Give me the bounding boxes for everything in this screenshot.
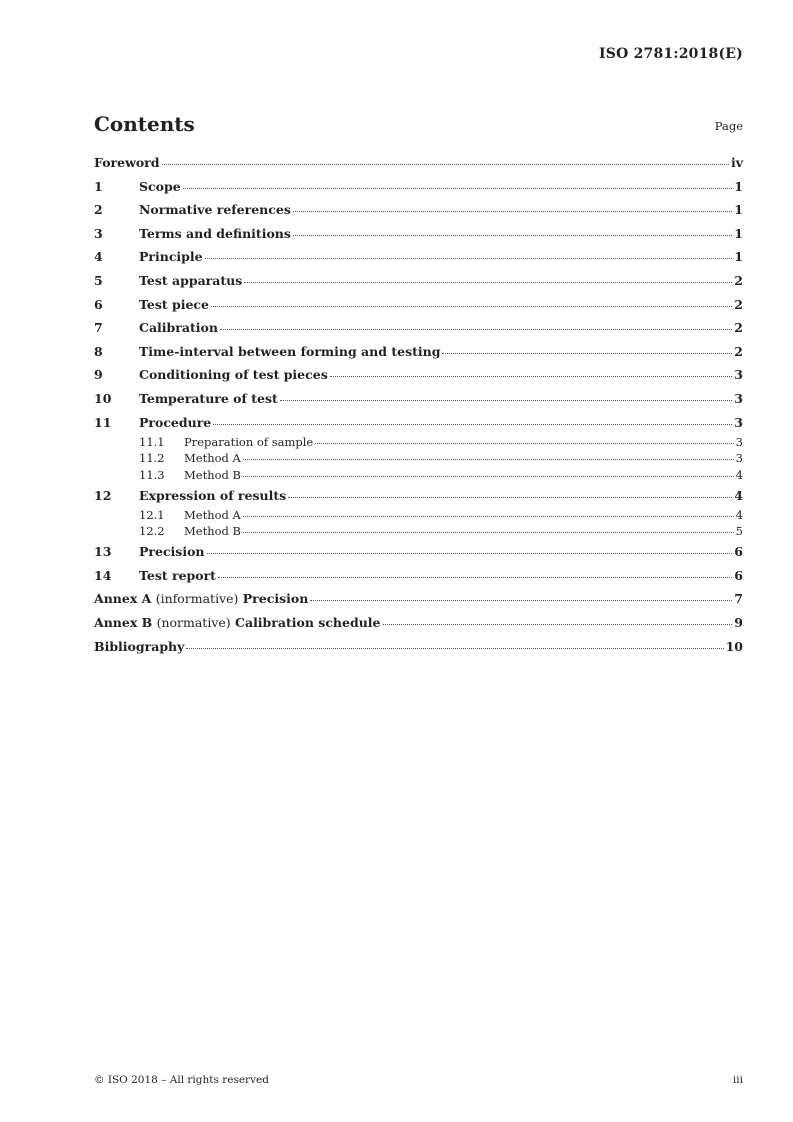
toc-entry-number: 7	[94, 320, 103, 336]
dot-leader	[162, 164, 729, 165]
toc-entry-page: 1	[734, 225, 743, 241]
toc-entry-number: 2	[94, 202, 103, 218]
toc-entry-number: 4	[94, 249, 103, 265]
toc-subentry-number: 12.2	[139, 524, 165, 539]
toc-entry-title: Time-interval between forming and testing	[139, 343, 441, 359]
toc-subentry-page: 4	[735, 467, 743, 482]
dot-leader	[218, 577, 732, 578]
toc-entry-number: 12	[94, 487, 112, 503]
toc-entry-number: 1	[94, 178, 103, 194]
dot-leader	[243, 476, 734, 477]
toc-entry-title: Scope	[139, 178, 181, 194]
toc-entry-title: Test report	[139, 567, 216, 583]
toc-entry-test-piece[interactable]	[94, 297, 743, 317]
toc-entry-title: Procedure	[139, 414, 212, 430]
annex-title: Calibration schedule	[235, 615, 381, 630]
dot-leader	[383, 624, 733, 625]
dot-leader	[288, 497, 732, 498]
toc-entry-title: Expression of results	[139, 487, 287, 503]
annex-title: Precision	[242, 591, 309, 607]
toc-entry-number: 5	[94, 272, 103, 288]
toc-entry-title: Test apparatus	[139, 272, 243, 288]
toc-entry-number: 10	[94, 390, 112, 406]
toc-entry-page: 2	[734, 320, 743, 336]
toc-entry-foreword[interactable]	[94, 155, 743, 175]
toc-entry-terms-and-definitions[interactable]	[94, 226, 743, 246]
toc-subentry-results-method-b[interactable]	[94, 524, 743, 541]
toc-entry-page: 3	[734, 367, 743, 383]
toc-subentry-title: Method B	[184, 524, 242, 539]
toc-subentry-page: 3	[735, 434, 743, 449]
toc-subentry-title: Method A	[184, 507, 241, 522]
dot-leader	[330, 376, 733, 377]
toc-subentry-method-b[interactable]	[94, 468, 743, 485]
toc-entry-annex-a[interactable]	[94, 591, 743, 611]
toc-entry-principle[interactable]	[94, 249, 743, 269]
dot-leader	[186, 648, 723, 649]
toc-subentry-preparation-of-sample[interactable]	[94, 435, 743, 452]
toc-entry-test-report[interactable]	[94, 568, 743, 588]
toc-entry-expression-of-results[interactable]	[94, 488, 743, 508]
toc-entry-number: 11	[94, 414, 112, 430]
dot-leader	[205, 258, 733, 259]
toc-entry-page: 6	[734, 567, 743, 583]
document-id-header: ISO 2781:2018(E)	[599, 46, 743, 62]
toc-entry-temperature[interactable]	[94, 391, 743, 411]
toc-entry-title: Foreword	[94, 155, 160, 170]
dot-leader	[293, 211, 732, 212]
toc-entry-page: 6	[734, 544, 743, 560]
dot-leader	[243, 532, 734, 533]
toc-subentry-title: Method B	[184, 467, 242, 482]
toc-entry-calibration[interactable]	[94, 320, 743, 340]
toc-subentry-page: 4	[735, 507, 743, 522]
toc-subentry-title: Preparation of sample	[184, 434, 314, 449]
toc-entry-title: Terms and definitions	[139, 225, 291, 241]
dot-leader	[207, 553, 733, 554]
toc-entry-page: iv	[730, 155, 743, 170]
annex-label: Annex B	[94, 615, 153, 630]
toc-entry-page: 7	[734, 591, 743, 607]
toc-entry-number: 8	[94, 343, 103, 359]
toc-entry-test-apparatus[interactable]	[94, 273, 743, 293]
toc-entry-scope[interactable]	[94, 179, 743, 199]
toc-entry-title: Calibration	[139, 320, 218, 336]
toc-entry-page: 9	[734, 615, 743, 630]
dot-leader	[183, 188, 733, 189]
toc-entry-page: 2	[734, 272, 743, 288]
toc-entry-procedure[interactable]	[94, 415, 743, 435]
toc-entry-page: 4	[734, 487, 743, 503]
toc-subentry-page: 3	[735, 451, 743, 466]
toc-entry-page: 1	[734, 178, 743, 194]
toc-entry-page: 1	[734, 249, 743, 265]
annex-label: Annex A	[94, 591, 152, 607]
annex-kind: (informative)	[155, 591, 239, 607]
annex-kind: (normative)	[156, 615, 231, 630]
toc-entry-annex-b[interactable]	[94, 615, 743, 635]
toc-entry-number: 13	[94, 544, 112, 560]
toc-entry-number: 3	[94, 225, 103, 241]
toc-annex-title	[94, 615, 381, 631]
dot-leader	[243, 459, 734, 460]
dot-leader	[293, 235, 732, 236]
toc-entry-number: 9	[94, 367, 103, 383]
toc-entry-page: 10	[725, 638, 743, 654]
toc-entry-conditioning[interactable]	[94, 367, 743, 387]
toc-entry-bibliography[interactable]	[94, 639, 743, 659]
contents-heading: Contents	[94, 112, 195, 136]
footer-copyright: © ISO 2018 – All rights reserved	[94, 1074, 269, 1086]
toc-annex-title	[94, 591, 308, 607]
dot-leader	[310, 600, 732, 601]
toc-subentry-page: 5	[735, 524, 743, 539]
dot-leader	[211, 306, 732, 307]
dot-leader	[244, 282, 732, 283]
toc-entry-title: Bibliography	[94, 638, 185, 654]
toc-entry-page: 2	[734, 296, 743, 312]
toc-entry-precision[interactable]	[94, 544, 743, 564]
toc-subentry-title: Method A	[184, 451, 241, 466]
dot-leader	[213, 424, 732, 425]
dot-leader	[220, 329, 732, 330]
toc-entry-title: Principle	[139, 249, 203, 265]
toc-subentry-number: 11.3	[139, 467, 165, 482]
toc-entry-page: 2	[734, 343, 743, 359]
dot-leader	[315, 443, 733, 444]
toc-entry-title: Precision	[139, 544, 205, 560]
toc-subentry-method-a[interactable]	[94, 451, 743, 468]
dot-leader	[280, 400, 733, 401]
toc-entry-page: 1	[734, 202, 743, 218]
toc-entry-normative-references[interactable]	[94, 202, 743, 222]
toc-entry-number: 6	[94, 296, 103, 312]
toc-subentry-number: 12.1	[139, 507, 165, 522]
page-column-label: Page	[714, 119, 743, 133]
table-of-contents	[94, 155, 743, 659]
toc-subentry-number: 11.1	[139, 434, 165, 449]
toc-entry-time-interval[interactable]	[94, 344, 743, 364]
footer-page-number: iii	[732, 1074, 743, 1086]
toc-entry-page: 3	[734, 414, 743, 430]
toc-subentry-results-method-a[interactable]	[94, 508, 743, 525]
toc-entry-title: Temperature of test	[139, 390, 278, 406]
toc-entry-title: Conditioning of test pieces	[139, 367, 328, 383]
dot-leader	[243, 516, 734, 517]
toc-entry-title: Normative references	[139, 202, 291, 218]
toc-subentry-number: 11.2	[139, 451, 165, 466]
toc-entry-number: 14	[94, 567, 112, 583]
toc-entry-title: Test piece	[139, 296, 209, 312]
toc-entry-page: 3	[734, 390, 743, 406]
dot-leader	[442, 353, 732, 354]
